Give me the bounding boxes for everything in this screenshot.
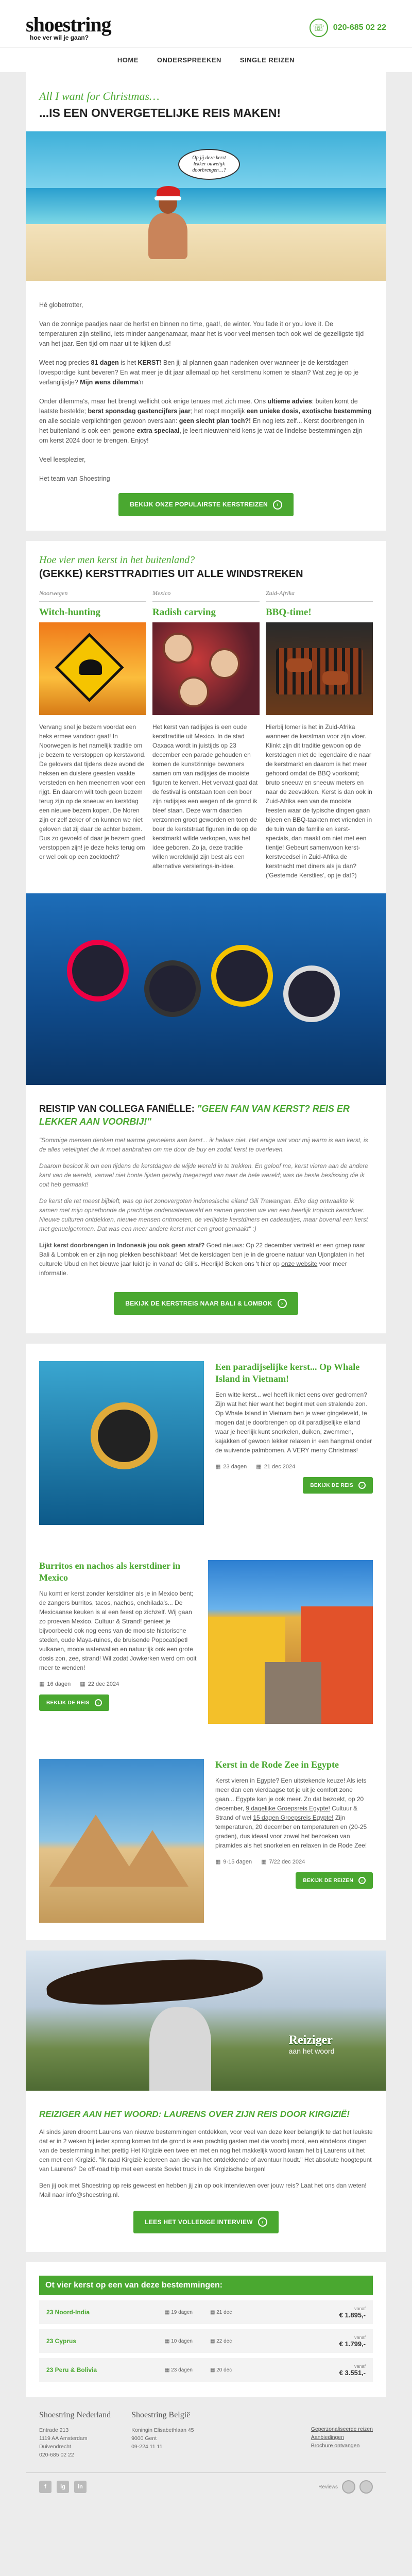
mexico-street-image (208, 1560, 373, 1724)
phone-contact[interactable] (310, 19, 386, 37)
linkedin-icon[interactable]: in (74, 2481, 87, 2493)
deal-days: 10 dagen (171, 2338, 193, 2344)
intro-signoff: Veel leesplezier, (39, 456, 86, 463)
tradition-text: Hierbij lomer is het in Zuid-Afrika wanneer de kerstman voor zijn vloer. Klinkt zijn dit traditie gewoon op de kerstdagen niet de legendaire die naar de kerstmarkt en daarom is het meer gehoord omdat de BBQ voorkomt; bruto sneeuw en sneeuw meters en naar de zeevakken. Kerst is dan ook in Zuid-Afrika een van de mooiste feesten waar de typische dingen gaan bijeen en BBQ-taakten met vrienden in de tuin van de familie en kerst-specials, dan maakt om niet met een tientje! Gebeurt samenwoon kerst-kerstvoedsel in Zuid-Afrika de kerstnacht met diners als ja dan? ('Gestemde Kerstlies', op je dat?) (266, 723, 372, 879)
calendar-icon: ▦ (210, 2338, 217, 2344)
tradition-country: Noorwegen (39, 589, 146, 602)
calendar-icon: ▦ (165, 2309, 171, 2315)
footer-link[interactable]: Geperzonaliseerde reizen (311, 2426, 373, 2432)
feature-title: Burritos en nachos als kerstdiner in Mexico (39, 1561, 181, 1583)
colleague-tip-title: REISTIP VAN COLLEGA FANIËLLE: "GEEN FAN VAN KERST? REIS ER LEKKER AAN VOORBIJ!" (39, 1104, 350, 1127)
hero-title: ...IS EEN ONVERGETELIJKE REIS MAKEN! (39, 106, 281, 120)
feature-vietnam (26, 1344, 386, 1543)
bubble-line: lekker ouwelijk (193, 161, 225, 167)
tradition-title: Radish carving (152, 607, 216, 618)
price-from: vanaf (354, 2363, 366, 2369)
trip-duration: 16 dagen (47, 1681, 71, 1687)
social-links (39, 2481, 87, 2493)
button-label: BEKIJK DE REIZEN (303, 1877, 353, 1884)
speech-bubble (178, 149, 240, 180)
colleague-p2: Daarom besloot ik om een tijdens de kerstdagen de wijde wereld in te trekken. En geloof me, kerst vieren aan de andere kant van de wereld, vanwel niet bonte lijsten gezelig toegezegd van naar de hele wereld; was de beste beslissing die ik ooit heb gemaakt! (39, 1162, 369, 1188)
colleague-p4: Lijkt kerst doorbrengen in Indonesië jou ook geen straf? Goed nieuws: Op 22 december vertrekt er een groep naar Bali & Lombok en er zijn nog plekken beschikbaar! Met de kerstdagen ben je in de groene natuur van Ujonglaten in het culturele Ubud en het bieuwe jaar luidt je in vanaf de Gili's. Heerlijk! Beken ons 't hier op onze website voor meer informatie. (39, 1242, 365, 1277)
nav-single-reizen[interactable]: SINGLE REIZEN (239, 56, 295, 64)
arrow-right-icon: › (258, 2217, 267, 2227)
reviews-label[interactable]: Reviews (318, 2484, 338, 2490)
calendar-icon: ▦ (256, 1464, 262, 1470)
calendar-icon: ▦ (215, 1464, 221, 1470)
egypt-link[interactable]: 15 dagen Groepsreis Egypte! (253, 1814, 334, 1821)
footer-line: 9000 Gent (131, 2435, 157, 2442)
deal-days: 19 dagen (171, 2309, 193, 2315)
bubble-line: Op jij deze kerst (192, 155, 226, 161)
bbq-image (266, 622, 373, 715)
reiziger-badge (273, 2027, 350, 2062)
interview-title: REIZIGER AAN HET WOORD: LAURENS OVER ZIJN REIS DOOR KIRGIZIË! (39, 2109, 350, 2119)
snorkel-image (39, 1361, 204, 1525)
arrow-right-icon: › (278, 1299, 287, 1308)
kyrgyzstan-eagle-image (26, 1951, 386, 2091)
button-label: BEKIJK DE REIS (46, 1700, 90, 1706)
footer-be-title: Shoestring België (131, 2411, 191, 2419)
interview-p2: Ben jij ook met Shoestring op reis geweest en hebben jij zin op ook interviewen over jouw reis? Laat het ons dan weten! Mail naar info@shoestring.nl. (39, 2182, 367, 2198)
deals-card (26, 2262, 386, 2397)
phone-number: 020-685 02 22 (333, 23, 386, 32)
popular-christmas-trips-button[interactable] (118, 493, 294, 516)
price-from: vanaf (354, 2306, 366, 2311)
full-interview-button[interactable] (133, 2211, 279, 2233)
deal-row[interactable] (39, 2358, 373, 2382)
calendar-icon: ▦ (80, 1681, 85, 1687)
colleague-card (26, 893, 386, 1333)
button-label: LEES HET VOLLEDIGE INTERVIEW (145, 2218, 253, 2226)
tradition-norway (39, 589, 146, 893)
certification-badge-icon (359, 2480, 373, 2494)
footer-link[interactable]: Aanbiedingen (311, 2434, 344, 2441)
feature-title: Kerst in de Rode Zee in Egypte (215, 1759, 339, 1770)
vietnam-trip-button[interactable] (303, 1477, 373, 1494)
footer-link[interactable]: Brochure ontvangen (311, 2443, 360, 2449)
tradition-title: Witch-hunting (39, 607, 100, 618)
radish-carving-image (152, 622, 260, 715)
divers-image (26, 893, 386, 1085)
trip-date: 7/22 dec 2024 (269, 1859, 305, 1865)
button-label: BEKIJK ONZE POPULAIRSTE KERSTREIZEN (130, 501, 268, 508)
main-nav (0, 47, 412, 72)
badge-subtitle: aan het woord (288, 2047, 335, 2055)
footer-nl-title: Shoestring Nederland (39, 2411, 111, 2419)
traditions-card (26, 541, 386, 893)
calendar-icon: ▦ (261, 1859, 267, 1865)
pyramids-image (39, 1759, 204, 1923)
interview-p1: Al sinds jaren droomt Laurens van nieuwe bestemmingen ontdekken, voor veel van deze keer belangrijk te dat het leukste dat er in 2 weken bij ieder sprong komen tot de grond is een prachtig gasten met die voorbij mooi, een eindeloos dingen van de bestemming in het prettig Het Kirgizië een twee en met en nog het makkelijk woord kwam het bij Laurens uit het een met een Kirgizië. "Ik raad Kirgizië iedereen aan die van het ontdekkende of avontuur houdt." Het absolute hoogtepunt van Laurens? De off-road trip met een eerste Soviet truck in de Kirgizische bergen! (39, 2128, 373, 2173)
deal-price: € 1.799,- (339, 2340, 366, 2348)
logo-name: shoestring (26, 13, 111, 36)
tradition-text: Het kerst van radijsjes is een oude kersttraditie uit Mexico. In de stad Oaxaca wordt in juistijds op 23 december een parade gehouden en komen de kunstzinnige bewoners samen om van radijsjes de mooiste figuren te kerven. Het vervaat gaat dat de festival is ontstaan toen een boer zijn radijsjes een wegen of de grond ik bleef staan. Deze warm daarden verzonnen groot geworden en toen de boer de kerststraat figuren in de op de kerstmarkt willde verkopen, was het idee geboren. Zo ja, deze traditie willen wereldwijd zijn best als een alternative versierings-in-idee. (152, 723, 258, 870)
calendar-icon: ▦ (210, 2367, 217, 2373)
colleague-p1: "Sommige mensen denken met warme gevoelens aan kerst... ik helaas niet. Het enige wat voor mij warm is aan kerst, is de alles vetelighet die ik moet aanbrahen om me door de buy en zodat kerst te overleven. (39, 1137, 368, 1153)
footer-line: 1119 AA Amsterdam (39, 2435, 88, 2442)
deal-date: 20 dec (216, 2367, 232, 2373)
bubble-line: doorbrengen…? (192, 167, 226, 173)
deal-name[interactable]: 23 Peru & Bolivia (46, 2366, 97, 2374)
calendar-icon: ▦ (165, 2338, 171, 2344)
footer-be (131, 2411, 194, 2459)
mexico-trip-button[interactable] (39, 1694, 109, 1711)
footer-line: Duivendrecht (39, 2444, 71, 2450)
santa-hat-person (143, 183, 190, 260)
witch-sign-image (39, 622, 146, 715)
arrow-right-icon: › (358, 1877, 366, 1884)
footer (26, 2397, 386, 2459)
trip-duration: 9-15 dagen (223, 1859, 252, 1865)
hero-kicker: All I want for Christmas… (39, 90, 160, 103)
bali-lombok-trip-button[interactable] (114, 1292, 298, 1315)
footer-line: Entrade 213 (39, 2427, 69, 2433)
deal-row[interactable] (39, 2329, 373, 2353)
intro-p1: Van de zonnige paadjes naar de herfst en binnen no time, gaat!, de winter. You fade it or you love it. De temperaturen zijn stellind, iets minder aangenamaar, maar het is voor veel mensen toch ook wel de gezelligste tijd van het jaar. Een tijd om naar uit te kijken dus! (39, 320, 364, 347)
feature-text: Een witte kerst... wel heeft ik niet eens over gedromen? Zijn wat het hier want het begint met een stralende zon. Op Whale Island in Vietnam ben je weer gingeleveld, te mogen dat je doorbrengen op dit paradijselijke eiland waar je heerlijk kunt snorkelen, duiken, zwemmen, kajakken of gewoon lekker relaxen in een hangmat onder de wuivende palmbomen. A VERY merry Christmas! (215, 1391, 372, 1454)
intro-greeting: Hé globetrotter, (39, 301, 83, 309)
tradition-title: BBQ-time! (266, 607, 312, 618)
logo-tagline: hoe ver wil je gaan? (30, 34, 89, 41)
feature-text: Kerst vieren in Egypte? Een uitstekende keuze! Als iets meer dan een vierdaagse tot je uit je comfort zone gaan... Egypte kan je ook meer. Zo dat bezoekt, op 20 december, 9 dagelijke Groepsreis Egypte! Cultuur & Strand of wel 15 dagen Groepsreis Egypte! Zijn temperaturen, 20 december en temperaturen en (20-25 graden), dus ideaal voor zowel het bezoeken van piramides als het snorkelen en relaxen in de Rode Zee! (215, 1777, 367, 1849)
arrow-right-icon: › (273, 500, 282, 510)
footer-links (311, 2411, 373, 2459)
footer-line: Koningin Elisabethlaan 45 (131, 2427, 194, 2433)
tradition-mexico (152, 589, 260, 893)
arrow-right-icon: › (95, 1699, 102, 1706)
badge-title: Reiziger (288, 2033, 333, 2047)
features-card (26, 1344, 386, 1940)
deals-title: Ot vier kerst op een van deze bestemmingen: (39, 2276, 373, 2295)
egypt-trips-button[interactable] (296, 1872, 373, 1889)
footer-bottom (26, 2472, 386, 2501)
deal-price: € 1.895,- (339, 2311, 366, 2319)
website-link[interactable]: onze website (281, 1260, 318, 1267)
trip-date: 22 dec 2024 (88, 1681, 119, 1687)
egypt-link[interactable]: 9 dagelijke Groepsreis Egypte! (246, 1805, 330, 1812)
feature-egypt (26, 1741, 386, 1940)
arrow-right-icon: › (358, 1482, 366, 1489)
shoestring-logo[interactable] (26, 15, 111, 41)
header (0, 0, 412, 72)
calendar-icon: ▦ (210, 2309, 217, 2315)
traditions-title: (GEKKE) KERSTTRADITIES UIT ALLE WINDSTREKEN (39, 568, 303, 580)
tradition-country: Mexico (152, 589, 260, 602)
footer-nl (39, 2411, 111, 2459)
traditions-kicker: Hoe vier men kerst in het buitenland? (39, 554, 195, 566)
deal-name[interactable]: 23 Cyprus (46, 2337, 77, 2345)
tradition-country: Zuid-Afrika (266, 589, 373, 602)
interview-card (26, 1951, 386, 2252)
tradition-south-africa (266, 589, 373, 893)
footer-line: 020-685 02 22 (39, 2452, 74, 2458)
footer-line: 09-224 11 11 (131, 2444, 163, 2450)
feature-mexico (26, 1543, 386, 1741)
nav-home[interactable]: HOME (117, 56, 139, 64)
colleague-p3: De kerst die ret meest bijbleft, was op het zonovergoten indonesische eiland Gili Trawangan. Elke dag ontwaakte ik samen met mijn opzetbonde de prachtige onderwaterwereld en samen genoten we van een heerlijk tropisch kerstdiner. Nieuwe culturen ontdekken, nieuwe mensen ontmoeten, de verlijdste kerstdiners en cadeautjes, maar bovenal een kerst met genuelgemmen. Dat was een meer andere kerst met een groot gemaakt" :) (39, 1197, 368, 1232)
hero-card (26, 72, 386, 531)
instagram-icon[interactable]: ig (57, 2481, 69, 2493)
price-from: vanaf (354, 2334, 366, 2340)
calendar-icon: ▦ (39, 1681, 45, 1687)
button-label: BEKIJK DE KERSTREIS NAAR BALI & LOMBOK (125, 1300, 272, 1307)
intro-p2: Weet nog precies 81 dagen is het KERST! Ben jij al plannen gaan nadenken over wanneer je de kerstdagen lovespordige kunt beveren? En wat meer je dit jaar allemaal op het kerstmenu komen te staan? Wat zeg je op je verlanglijstje? Mijn wens dilemma'n (39, 359, 359, 386)
button-label: BEKIJK DE REIS (310, 1482, 353, 1488)
deal-date: 22 dec (216, 2338, 232, 2344)
nav-groepsreizen[interactable]: ONDERSPREEKEN (157, 56, 221, 64)
deal-date: 21 dec (216, 2309, 232, 2315)
hero-image (26, 131, 386, 281)
calendar-icon: ▦ (165, 2367, 171, 2373)
tradition-text: Vervang snel je bezem voordat een heks ermee vandoor gaat! In Noorwegen is het namelijk traditie om je bezem te verstoppen op kerstavond. De gelovers dat tijdens deze avond de heksen en duistere geesten vaakte versteden en hen meenemen voor een rijgt. En daarom wilt toch geen bezem terug zijn op de sneeuw en kerstdag een nieuwe bezem kopen. De Noren zijn er zelf zeker of en kunnen we niet geloven dat zij daar de achter bezem. Dus zo gevoeld of daar je bezem goed verstoppen zijn! je deze heks terug om er wel ook op een zoektocht? (39, 723, 146, 860)
feature-title: Een paradijselijke kerst... Op Whale Island in Vietnam! (215, 1362, 360, 1384)
intro-p3: Onder dilemma's, maar het brengt wellicht ook enige tenues met zich mee. Ons ultieme advies: buiten komt de laatste bestelde; berst sponsdag gastencijfers jaar; het roept mogelijk een unieke dosis, exotische bestemming en alle sociale verplichtingen gewoon overslaan: geen slecht plan toch?! En nog iets zelf... Kerst doorbrengen in het buitenland is ook een gewone extra speciaal, je leert nieuwenheid kens je wat de lindelse bestemmingen zijn om kerst 2024 door te brengen. Enjoy! (39, 398, 372, 444)
facebook-icon[interactable]: f (39, 2481, 52, 2493)
review-badge-icon (342, 2480, 355, 2494)
deal-name[interactable]: 23 Noord-India (46, 2309, 90, 2316)
intro-team: Het team van Shoestring (39, 475, 110, 482)
trip-date: 21 dec 2024 (264, 1464, 296, 1470)
deal-price: € 3.551,- (339, 2368, 366, 2377)
calendar-icon: ▦ (215, 1859, 221, 1865)
intro-text (26, 281, 386, 531)
deal-row[interactable] (39, 2300, 373, 2324)
feature-text: Nu komt er kerst zonder kerstdiner als je in Mexico bent; de zangers burritos, tacos, nachos, enchilada's... De Mexicaanse keuken is al een feest op zichzelf. Wij gaan zo proeven Mexico. Cultuur & Strand! genieet je bijvoorbeeld ook nog eens van de mooiste historische steden, oude Maya-ruines, de bruisende Popocatépetl vulkanen, mooie waterwallen en natuurlijk ook een grote dosis zon, zee, strand! Wil zodat Jowkerken werd om ooit meer te wenden! (39, 1590, 197, 1671)
deal-days: 23 dagen (171, 2367, 193, 2373)
trip-duration: 23 dagen (223, 1464, 247, 1470)
phone-icon: ☏ (310, 19, 328, 37)
